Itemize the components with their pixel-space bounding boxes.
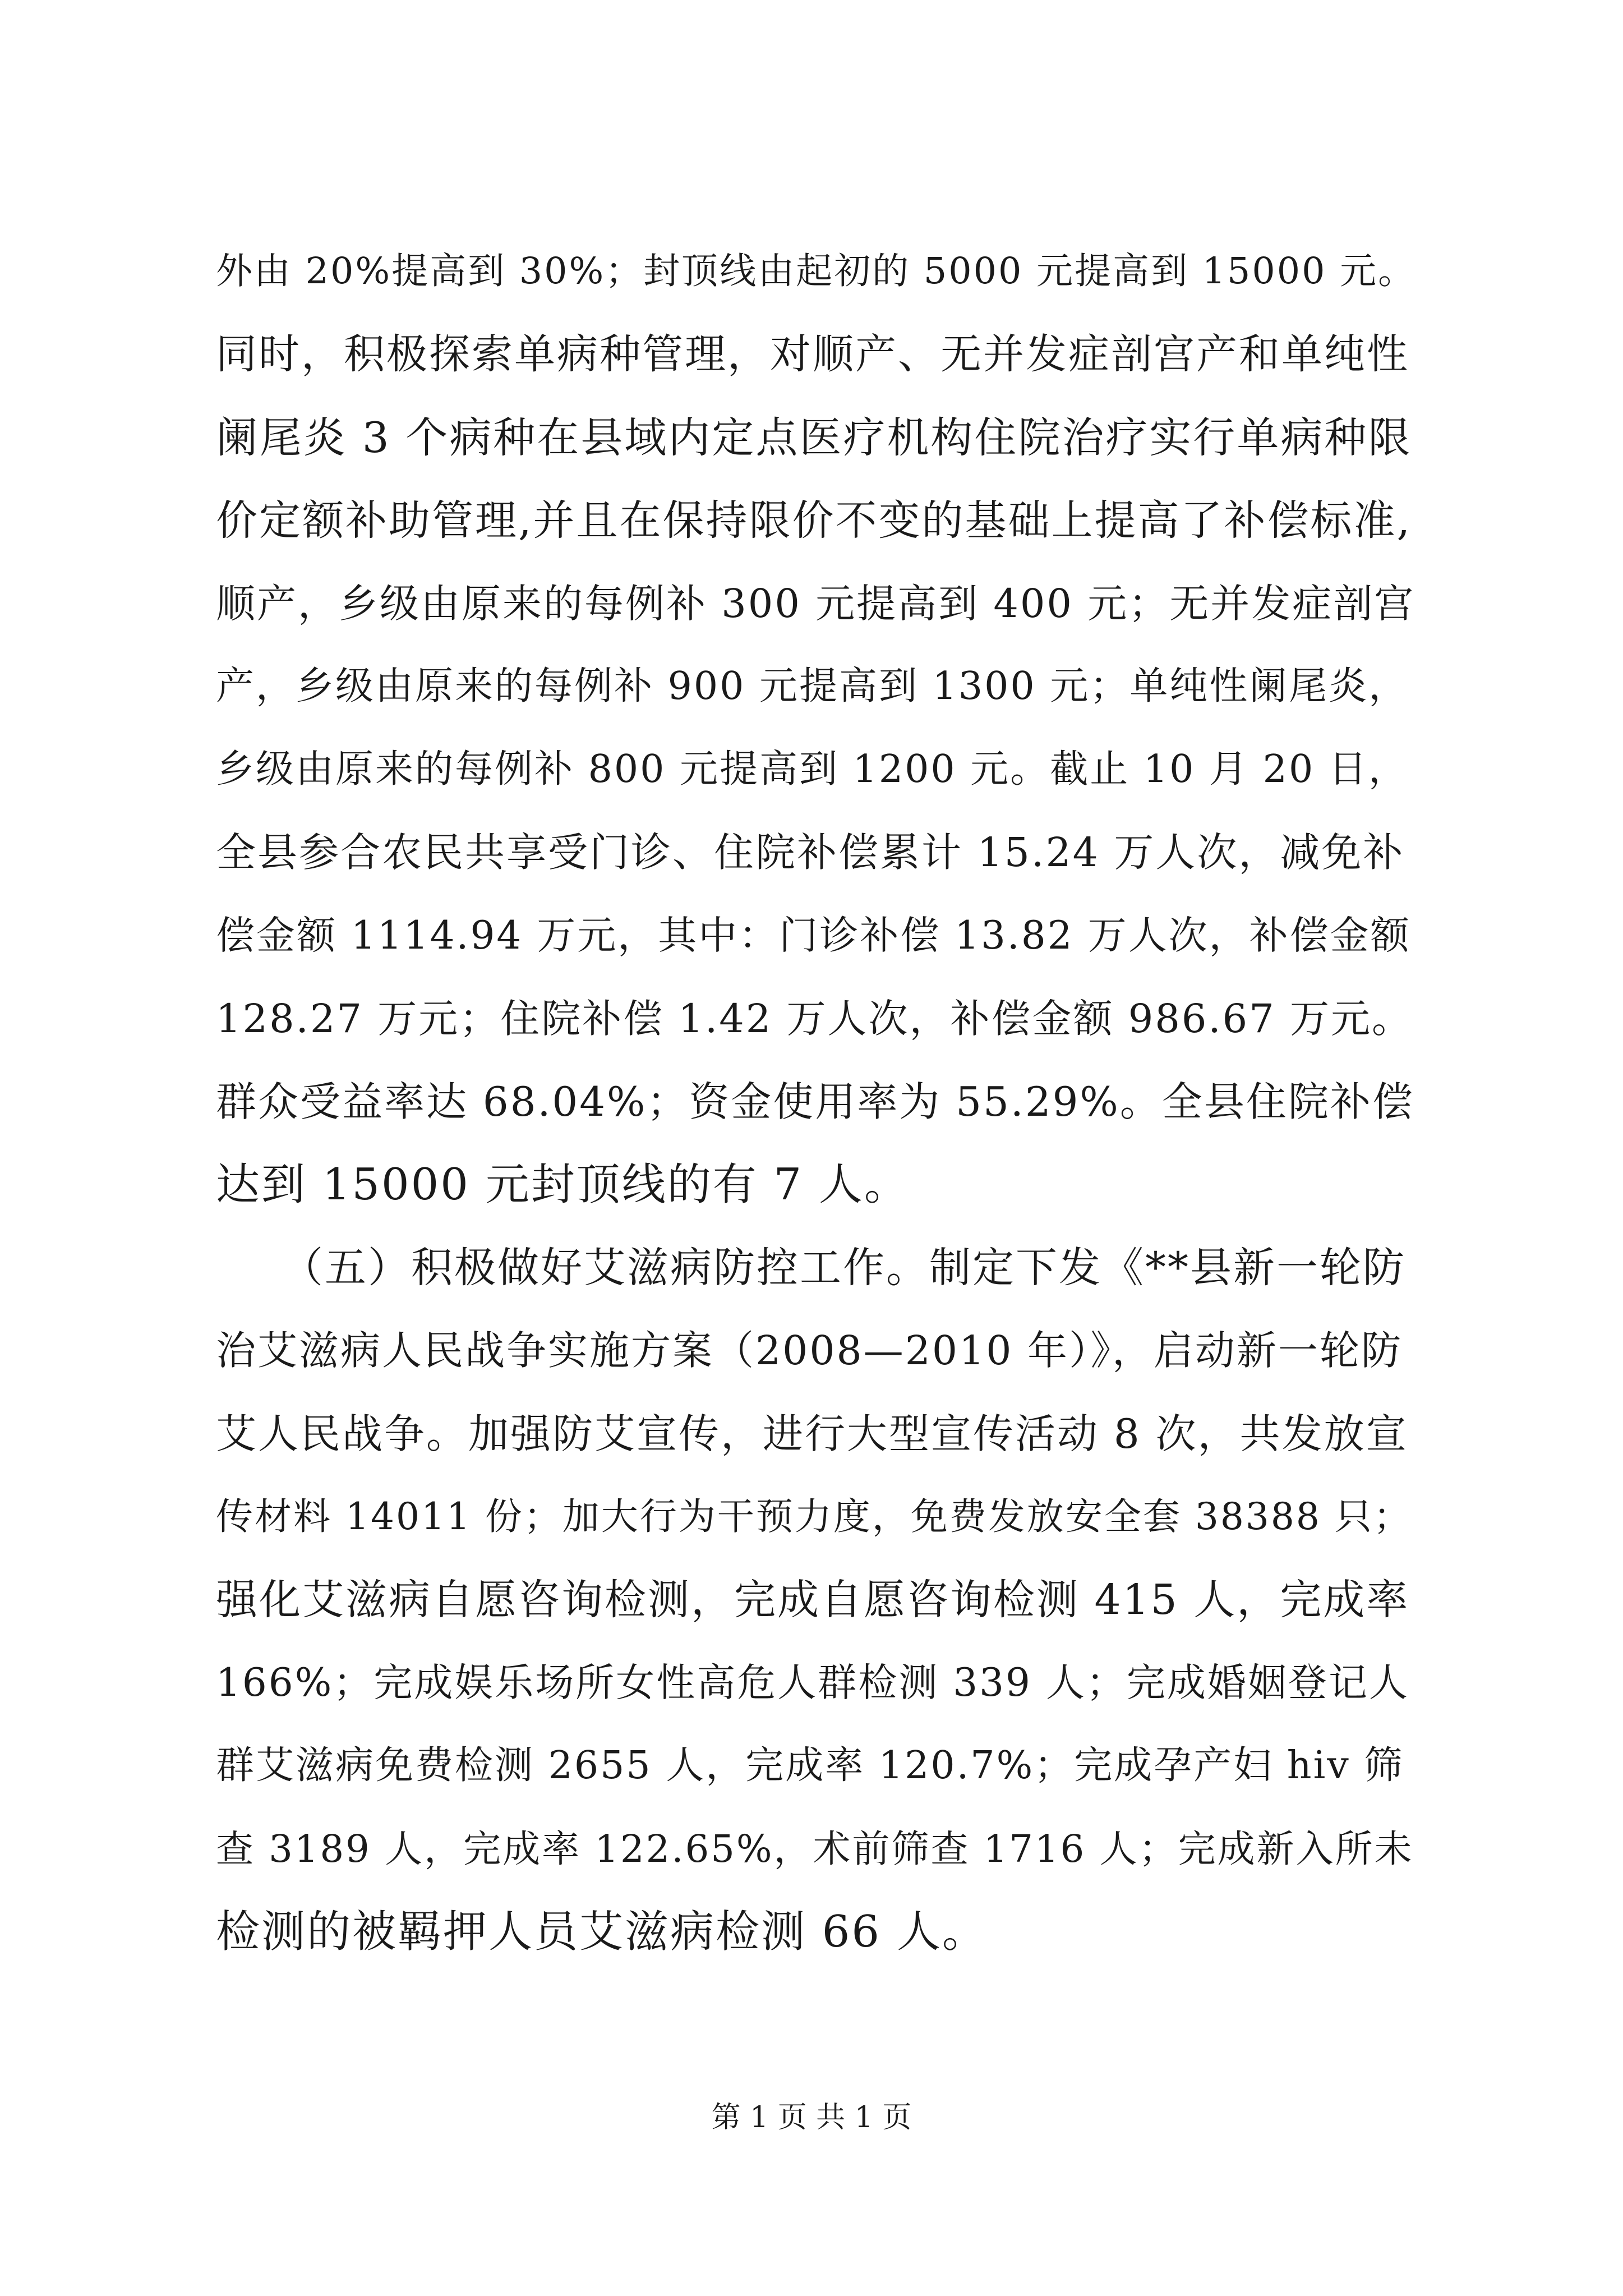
- text-line: 查 3189 人，完成率 122.65%，术前筛查 1716 人；完成新入所未: [216, 1827, 1414, 1871]
- text-line: 乡级由原来的每例补 800 元提高到 1200 元。截止 10 月 20 日，: [216, 747, 1408, 792]
- text-line: 外由 20%提高到 30%；封顶线由起初的 5000 元提高到 15000 元。: [216, 250, 1416, 292]
- text-line: 128.27 万元；住院补偿 1.42 万人次，补偿金额 986.67 万元。: [216, 996, 1413, 1042]
- text-line: 阑尾炎 3 个病种在县域内定点医疗机构住院治疗实行单病种限: [216, 413, 1412, 462]
- body-text: [216, 230, 1416, 1973]
- text-line: 同时，积极探索单病种管理，对顺产、无并发症剖宫产和单纯性: [216, 330, 1409, 378]
- text-line: 艾人民战争。加强防艾宣传，进行大型宣传活动 8 次，共发放宣: [216, 1410, 1408, 1457]
- text-line: 治艾滋病人民战争实施方案（2008—2010 年）》，启动新一轮防: [216, 1327, 1403, 1374]
- text-line: 顺产，乡级由原来的每例补 300 元提高到 400 元；无并发症剖宫: [216, 581, 1415, 627]
- text-line: 产，乡级由原来的每例补 900 元提高到 1300 元；单纯性阑尾炎，: [216, 664, 1409, 708]
- text-line: （五）积极做好艾滋病防控工作。制定下发《**县新一轮防: [216, 1244, 1406, 1292]
- text-line: 达到 15000 元封顶线的有 7 人。: [216, 1159, 910, 1210]
- text-line: 全县参合农民共享受门诊、住院补偿累计 15.24 万人次，减免补: [216, 829, 1405, 876]
- text-line: 166%；完成娱乐场所女性高危人群检测 339 人；完成婚姻登记人: [216, 1660, 1409, 1705]
- text-line: 价定额补助管理,并且在保持限价不变的基础上提高了补偿标准,: [216, 496, 1412, 545]
- text-line: 偿金额 1114.94 万元，其中：门诊补偿 13.82 万人次，补偿金额: [216, 913, 1411, 958]
- text-line: 强化艾滋病自愿咨询检测，完成自愿咨询检测 415 人，完成率: [216, 1576, 1410, 1624]
- text-line: 检测的被羁押人员艾滋病检测 66 人。: [216, 1907, 988, 1957]
- text-line: 群众受益率达 68.04%；资金使用率为 55.29%。全县住院补偿: [216, 1078, 1414, 1125]
- text-line: 传材料 14011 份；加大行为干预力度，免费发放安全套 38388 只；: [216, 1495, 1412, 1538]
- page-footer: 第 1 页 共 1 页: [711, 2101, 912, 2134]
- text-line: 群艾滋病免费检测 2655 人，完成率 120.7%；完成孕产妇 hiv 筛: [216, 1743, 1404, 1788]
